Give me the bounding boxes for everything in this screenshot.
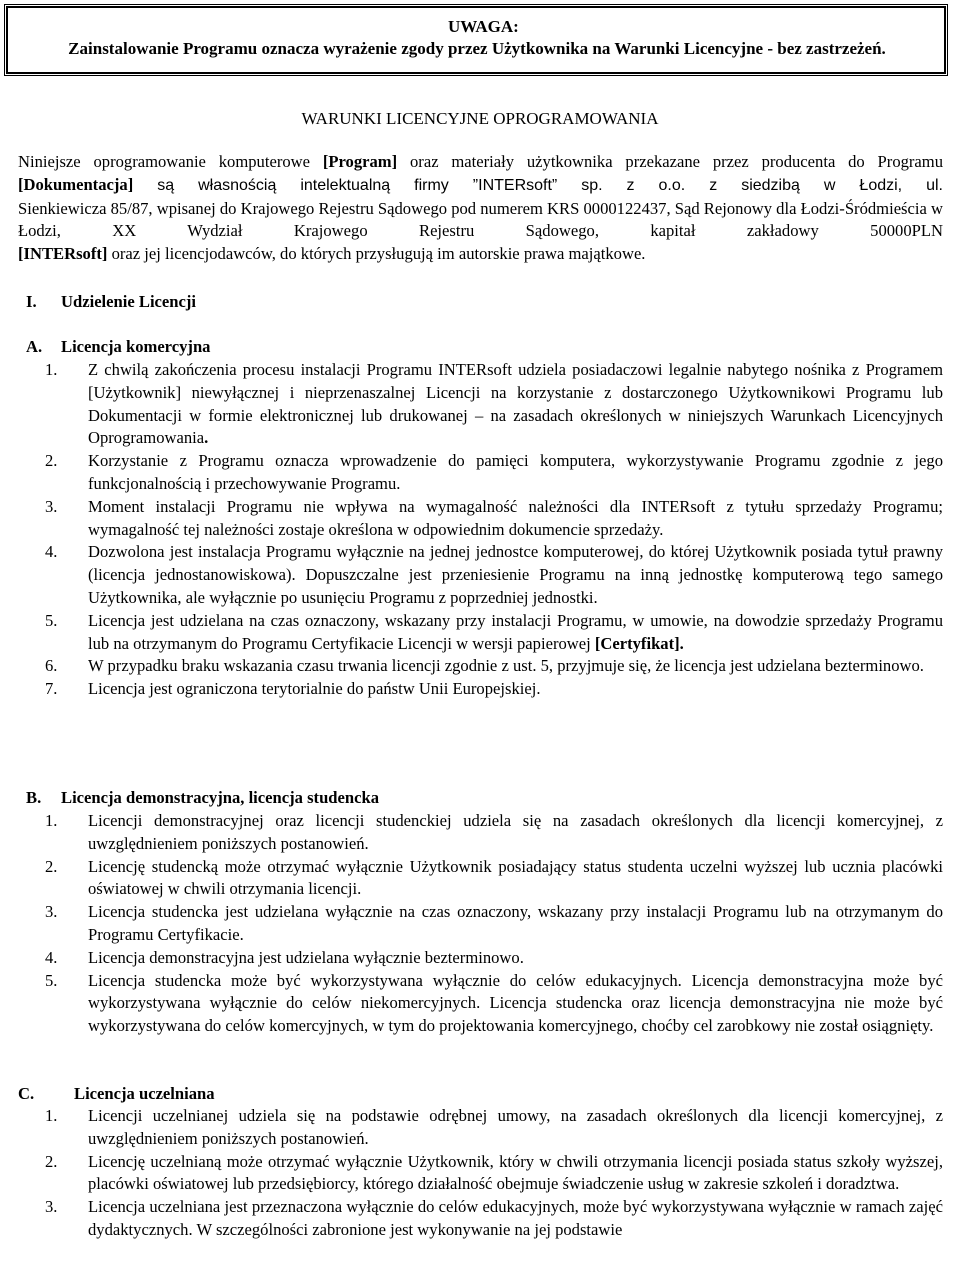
item-text: Licencji uczelnianej udziela się na podstawie odrębnej umowy, na zasadach określonych dla licencji komercyjnej, z uwzględnieniem poniższych postanowień. — [88, 1106, 943, 1148]
item-text-tail: . — [204, 428, 209, 448]
item-text: Licencja uczelniana jest przeznaczona wyłącznie do celów edukacyjnych, może być wykorzystywana wyłącznie w ramach zajęć dydaktycznych. W szczególności zabronione jest wykonywanie na jej podstawie — [88, 1197, 943, 1239]
item-number: 3. — [45, 496, 58, 516]
page-title: WARUNKI LICENCYJNE OPROGRAMOWANIA — [301, 109, 659, 128]
item-text: Licencja studencka jest udzielana wyłącznie na czas oznaczony, wskazany przy instalacji Programu lub na otrzymanym do Programu Certyfikacie. — [88, 902, 943, 944]
item-text-body: Licencja jest udzielana na czas oznaczony, wskazany przy instalacji Programu, w umowie, na dowodzie sprzedaży Programu lub na otrzymanym do Programu Certyfikacie Licencji w wersji papierowej — [88, 610, 943, 653]
item-number: 2. — [45, 451, 58, 471]
intro-intersoft-term: [INTERsoft] — [18, 244, 108, 264]
list-item — [45, 655, 943, 678]
intro-line-2 — [18, 198, 943, 244]
list-item — [45, 1151, 943, 1197]
list-item — [45, 810, 943, 856]
intro-text-4: Sienkiewicza 85/87, wpisanej do Krajowego Rejestru Sądowego pod numerem KRS 0000122437, Sąd Rejonowy dla Łodzi-Śródmieścia w Łodzi, XX Wydział Krajowego Rejestru Sądowego, kapitał zakładowy 50000PLN — [18, 198, 943, 241]
list-item — [45, 856, 943, 902]
item-number: 5. — [45, 610, 58, 630]
warning-box — [4, 4, 948, 76]
list-item — [45, 901, 943, 947]
item-number: 1. — [45, 360, 58, 379]
section-1-number: I. — [26, 292, 37, 311]
warning-title: UWAGA: — [448, 17, 519, 36]
list-item — [45, 610, 943, 656]
item-text — [88, 359, 943, 450]
item-number: 4. — [45, 947, 58, 967]
intro-paragraph — [18, 151, 943, 266]
list-item — [45, 450, 943, 496]
list-item — [45, 947, 943, 970]
item-number: 1. — [45, 811, 58, 830]
list-item — [45, 541, 943, 609]
item-number: 4. — [45, 542, 58, 562]
item-text: Licencja studencka może być wykorzystywana wyłącznie do celów edukacyjnych. Licencja demonstracyjna może być wykorzystywana wyłącznie do celów niekomercyjnych. Licencja studencka oraz licencja demonstracyjna nie może być wykorzystywana do celów komercyjnych, w tym do projektowania komercyjnego, choćby cel zarobkowy nie został osiągnięty. — [88, 970, 943, 1036]
section-a-number: A. — [26, 337, 43, 356]
item-text: Licencja demonstracyjna jest udzielana wyłącznie bezterminowo. — [88, 947, 524, 967]
intro-text-1: Niniejsze oprogramowanie komputerowe — [18, 152, 323, 171]
intro-line-3 — [18, 243, 943, 266]
intro-text-2: oraz materiały użytkownika przekazane przez producenta do Programu — [397, 152, 944, 171]
item-text: Licencji demonstracyjnej oraz licencji studenckiej udziela się na zasadach określonych dla licencji komercyjnej, z uwzględnieniem poniższych postanowień. — [88, 811, 943, 853]
section-b-heading: Licencja demonstracyjna, licencja studencka — [61, 788, 380, 807]
section-a-heading: Licencja komercyjna — [61, 337, 211, 356]
item-number: 3. — [45, 902, 58, 922]
section-b-number: B. — [26, 788, 42, 807]
item-text: Dozwolona jest instalacja Programu wyłącznie na jednej jednostce komputerowej, do której Użytkownik posiada tytuł prawny (licencja jednostanowiskowa). Dopuszczalne jest przeniesienie Programu na inną jednostkę komputerową tego samego Użytkownika, ale wyłącznie po usunięciu Programu z poprzedniej jednostki. — [88, 542, 943, 607]
certyfikat-term: [Certyfikat]. — [594, 633, 684, 653]
warning-text: Zainstalowanie Programu oznacza wyrażenie zgody przez Użytkownika na Warunki Licencyjne - bez zastrzeżeń. — [68, 39, 886, 58]
item-text: Moment instalacji Programu nie wpływa na wymagalność należności dla INTERsoft z tytułu sprzedaży Programu; wymagalność tej należności zostaje określona w odpowiednim dokumencie sprzedaży. — [88, 496, 943, 539]
item-number: 7. — [45, 679, 58, 699]
section-a-list — [45, 359, 943, 701]
list-item — [45, 678, 943, 701]
section-c-heading: Licencja uczelniana — [74, 1084, 215, 1103]
list-item — [45, 970, 943, 1038]
list-item — [45, 496, 943, 542]
item-number: 5. — [45, 970, 58, 990]
intro-documentation-term: [Dokumentacja] — [18, 174, 134, 194]
list-item — [45, 1196, 943, 1242]
item-text: Licencja jest ograniczona terytorialnie do państw Unii Europejskiej. — [88, 679, 541, 699]
intro-text-5: oraz jej licencjodawców, do których przysługują im autorskie prawa majątkowe. — [107, 244, 646, 264]
item-number: 6. — [45, 656, 58, 676]
item-number: 1. — [45, 1106, 58, 1125]
item-text: W przypadku braku wskazania czasu trwania licencji zgodnie z ust. 5, przyjmuje się, że licencja jest udzielana bezterminowo. — [88, 656, 924, 676]
item-number: 2. — [45, 1151, 58, 1171]
item-text: Licencję studencką może otrzymać wyłącznie Użytkownik posiadający status studenta uczelni wyższej lub ucznia placówki oświatowej w chwili otrzymania licencji. — [88, 856, 943, 899]
item-number: 3. — [45, 1197, 58, 1217]
list-item — [45, 1105, 943, 1151]
intro-text-3: są własnością intelektualną firmy ”INTERsoft” sp. z o.o. z siedzibą w Łodzi, ul. — [133, 176, 943, 194]
section-c-number: C. — [18, 1084, 35, 1103]
section-1-heading: Udzielenie Licencji — [61, 292, 197, 311]
item-number: 2. — [45, 856, 58, 876]
intro-program-term: [Program] — [322, 152, 398, 171]
item-text: Licencję uczelnianą może otrzymać wyłącznie Użytkownik, który w chwili otrzymania licencji posiada status szkoły wyższej, placówki oświatowej lub przedsiębiorcy, którego działalność obejmuje świadczenie usług w zakresie szkoleń i doradztwa. — [88, 1151, 943, 1194]
section-c-list — [45, 1105, 943, 1242]
list-item — [45, 359, 943, 450]
item-text — [88, 610, 943, 656]
section-b-list — [45, 810, 943, 1038]
intro-line-1 — [18, 151, 943, 198]
item-text-body: Z chwilą zakończenia procesu instalacji Programu INTERsoft udziela posiadaczowi legalnie nabytego nośnika z Programem [Użytkownik] niewyłącznej i nieprzenaszalnej Licencji na korzystanie z dostarczonego Użytkownikowi Programu lub Dokumentacji w formie elektronicznej lub drukowanej – na zasadach określonych w niniejszych Warunkach Licencyjnych Oprogramowania — [88, 360, 943, 448]
item-text: Korzystanie z Programu oznacza wprowadzenie do pamięci komputera, wykorzystywanie Programu zgodnie z jego funkcjonalnością i przechowywanie Programu. — [88, 451, 943, 493]
